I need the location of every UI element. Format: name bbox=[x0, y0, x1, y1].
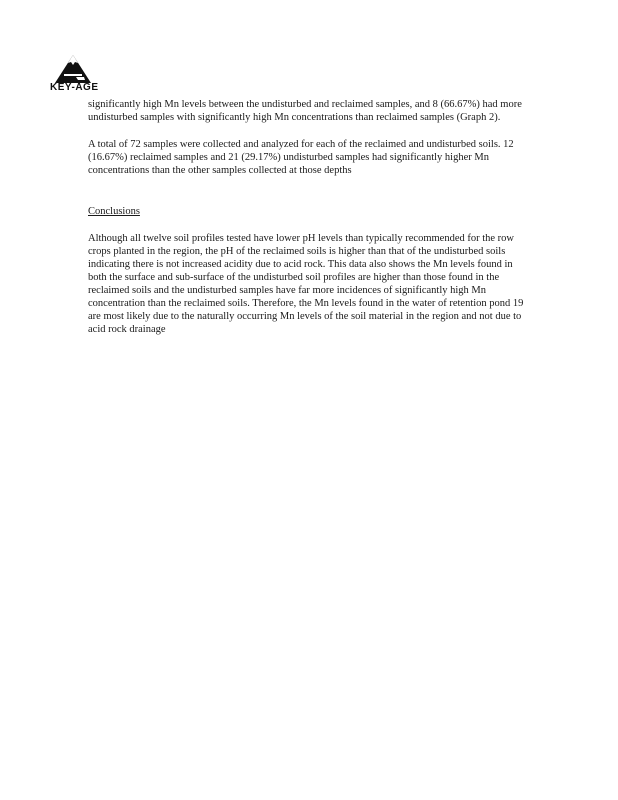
conclusions-paragraph: Although all twelve soil profiles tested have lower pH levels than typically recommended for the row crops planted in the region, the pH of the reclaimed soils is higher than that of the undisturbed soils indicating there is not increased acidity due to acid rock. This data also shows the Mn levels found in both the surface and sub-surface of the undisturbed soil profiles are higher than those found in the reclaimed soils and the undisturbed samples have far more incidences of significantly high Mn concentration than the reclaimed soils. Therefore, the Mn levels found in the water of retention pond 19 are most likely due to the naturally occurring Mn levels of the soil material in the region and not due to acid rock drainage bbox=[88, 233, 524, 335]
logo-text: KEY-AGE bbox=[50, 82, 99, 93]
document-body bbox=[88, 98, 528, 336]
company-logo bbox=[50, 54, 98, 94]
conclusions-heading: Conclusions bbox=[88, 206, 140, 217]
samples-paragraph: A total of 72 samples were collected and analyzed for each of the reclaimed and undisturbed soils. 12 (16.67%) reclaimed samples and 21 (29.17%) undisturbed samples had significantly higher Mn concentrations than the other samples collected at those depths bbox=[88, 139, 514, 176]
mountain-logo-icon bbox=[52, 54, 94, 84]
continuation-paragraph: significantly high Mn levels between the undisturbed and reclaimed samples, and 8 (66.67%) had more undisturbed samples with significantly high Mn concentrations than reclaimed samples (Graph 2). bbox=[88, 99, 522, 123]
